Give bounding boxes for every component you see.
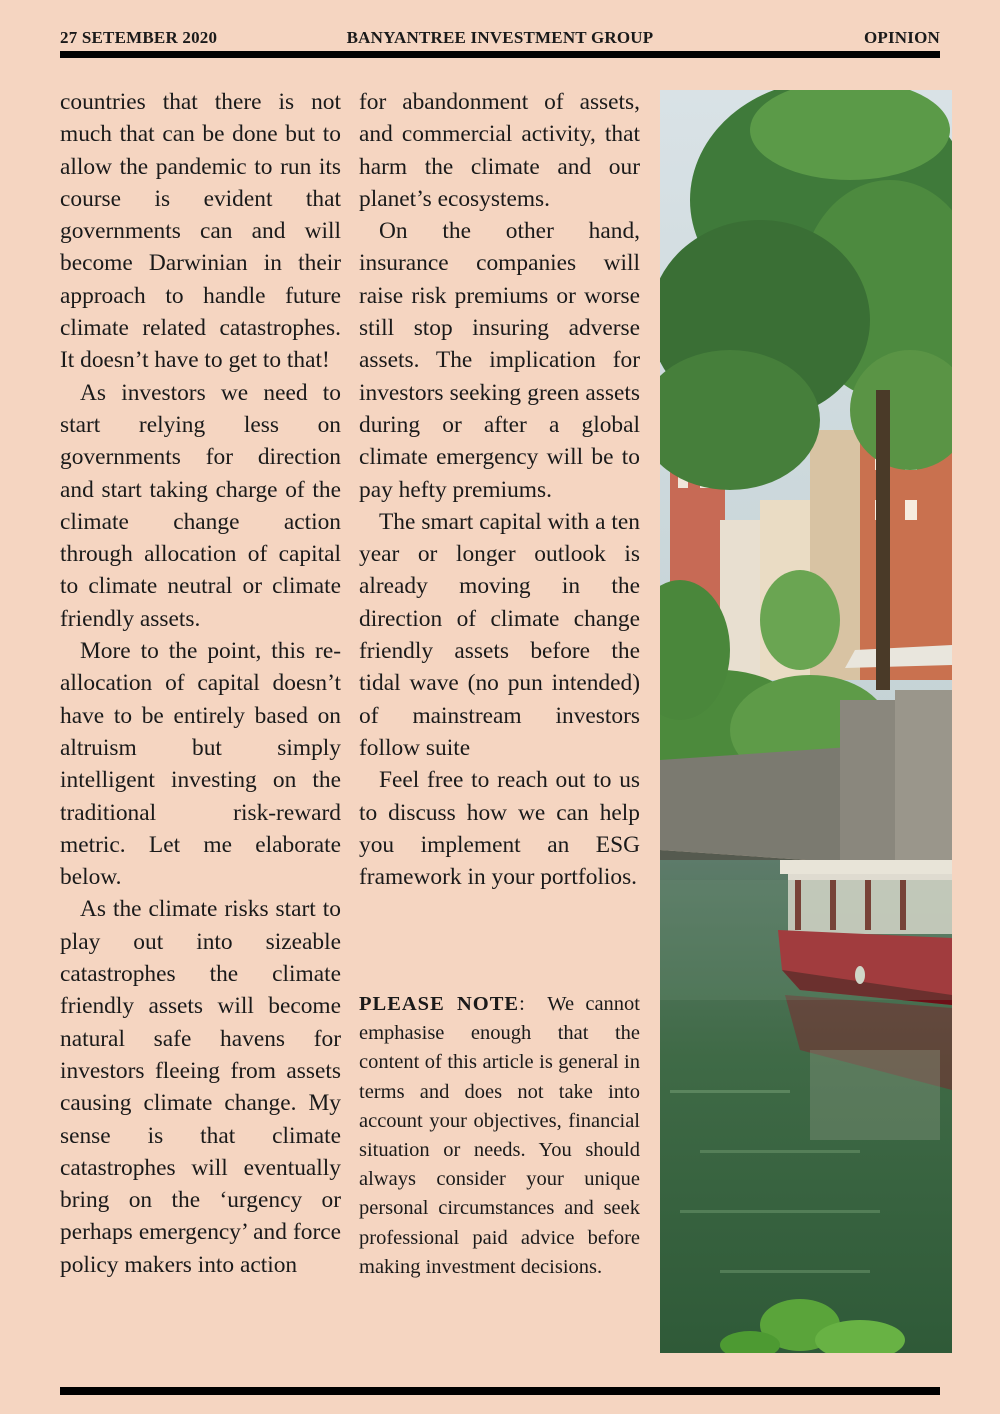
column1-paragraph-2: As investors we need to start relying less on governments for direction and start taking charge of the climate change action through allocation of capital to climate neutral or climate friendly assets. [60, 379, 341, 632]
footer-rule [60, 1387, 940, 1395]
article-column-1 [60, 86, 341, 1281]
header-publication: BANYANTREE INVESTMENT GROUP [346, 28, 654, 47]
column2-paragraph-3: The smart capital with a ten year or longer outlook is already moving in the direction of climate change friendly assets before the tidal wave (no pun intended) of mainstream investors follow suite [359, 508, 640, 761]
header-date: 27 SETEMBER 2020 [60, 28, 218, 47]
header-rule [60, 51, 940, 58]
disclaimer-label: PLEASE NOTE [359, 993, 520, 1015]
disclaimer-colon: : [519, 993, 548, 1015]
header-section: OPINION [863, 28, 940, 47]
column1-paragraph-1: countries that there is not much that can be done but to allow the pandemic to run its course is evident that governments can and will become Darwinian in their approach to handle future climate related catastrophes. It doesn’t have to get to that! [60, 89, 341, 374]
column2-paragraph-1: for abandonment of assets, and commercial activity, that harm the climate and our planet’s ecosystems. [359, 89, 640, 212]
canal-boat-photo [660, 90, 952, 1353]
column1-paragraph-3: More to the point, this re-allocation of capital doesn’t have to be entirely based on altruism but simply intelligent investing on the traditional risk-reward metric. Let me elaborate below. [60, 638, 341, 891]
column2-paragraph-4: Feel free to reach out to us to discuss how we can help you implement an ESG framework in your portfolios. [359, 767, 640, 891]
article-column-2 [359, 86, 640, 893]
disclaimer-text: We cannot emphasise enough that the content of this article is general in terms and does not take into account your objectives, financial situation or needs. You should always consider your unique personal circumstances and seek professional paid advice before making investment decisions. [359, 993, 640, 1278]
column2-paragraph-2: On the other hand, insurance companies will raise risk premiums or worse still stop insuring adverse assets. The implication for investors seeking green assets during or after a global climate emergency will be to pay hefty premiums. [359, 218, 640, 503]
disclaimer-note [359, 990, 640, 1282]
column1-paragraph-4: As the climate risks start to play out into sizeable catastrophes the climate friendly assets will become natural safe havens for investors fleeing from assets causing climate change. My sense is that climate catastrophes will eventually bring on the ‘urgency or perhaps emergency’ and force policy makers into action [60, 896, 341, 1278]
